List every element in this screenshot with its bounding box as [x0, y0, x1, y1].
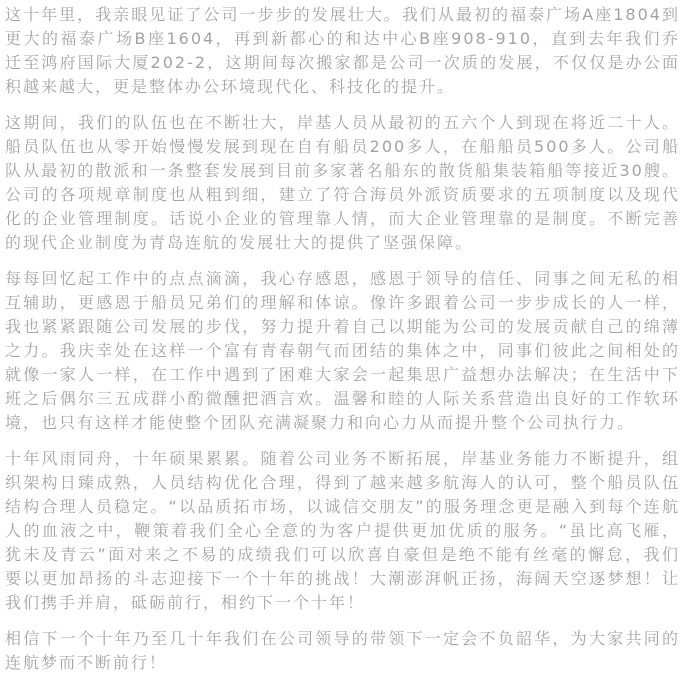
paragraph-2: 这期间，我们的队伍也在不断壮大，岸基人员从最初的五六个人到现在将近二十人。船员队伍也从零开始慢慢发展到现在自有船员200多人，在船船员500多人。公司船队从最初的散派和一条整套发展到目前多家著名船东的散货船集装箱船等接近30艘。公司的各项规章制度也从粗到细，建立了符合海员外派资质要求的五项制度以及现代化的企业管理制度。话说小企业的管理靠人情，而大企业管理靠的是制度。不断完善的现代企业制度为青岛连航的发展壮大的提供了坚强保障。 — [5, 113, 680, 252]
paragraph-3: 每每回忆起工作中的点点滴滴，我心存感恩，感恩于领导的信任、同事之间无私的相互辅助，更感恩于船员兄弟们的理解和体谅。像许多跟着公司一步步成长的人一样，我也紧紧跟随公司发展的步伐，努力提升着自己以期能为公司的发展贡献自己的绵薄之力。我庆幸处在这样一个富有青春朝气而团结的集体之中，同事们彼此之间相处的就像一家人一样，在工作中遇到了困难大家会一起集思广益想办法解决；在生活中下班之后偶尔三五成群小酌微醺把酒言欢。温馨和睦的人际关系营造出良好的工作软环境，也只有这样才能使整个团队充满凝聚力和向心力从而提升整个公司执行力。 — [5, 269, 680, 432]
paragraph-5: 相信下一个十年乃至几十年我们在公司领导的带领下一定会不负韶华，为大家共同的连航梦而不断前行！ — [5, 629, 680, 672]
paragraph-4: 十年风雨同舟，十年硕果累累。随着公司业务不断拓展，岸基业务能力不断提升，组织架构日臻成熟，人员结构优化合理，得到了越来越多航海人的认可，整个船员队伍结构合理人员稳定。“以品质拓市场，以诚信交朋友”的服务理念更是融入到每个连航人的血液之中，鞭策着我们全心全意的为客户提供更加优质的服务。“虽比高飞雁，犹未及青云”面对来之不易的成绩我们可以欣喜自豪但是绝不能有丝毫的懈怠，我们要以更加昂扬的斗志迎接下一个十年的挑战！大潮澎湃帆正扬，海阔天空逐梦想！让我们携手并肩，砥砺前行，相约下一个十年！ — [5, 449, 680, 612]
paragraph-1: 这十年里，我亲眼见证了公司一步步的发展壮大。我们从最初的福泰广场A座1804到更大的福泰广场B座1604，再到新都心的和达中心B座908-910，直到去年我们乔迁至鸿府国际大厦202-2，这期间每次搬家都是公司一次质的发展，不仅仅是办公面积越来越大，更是整体办公环境现代化、科技化的提升。 — [5, 5, 680, 96]
